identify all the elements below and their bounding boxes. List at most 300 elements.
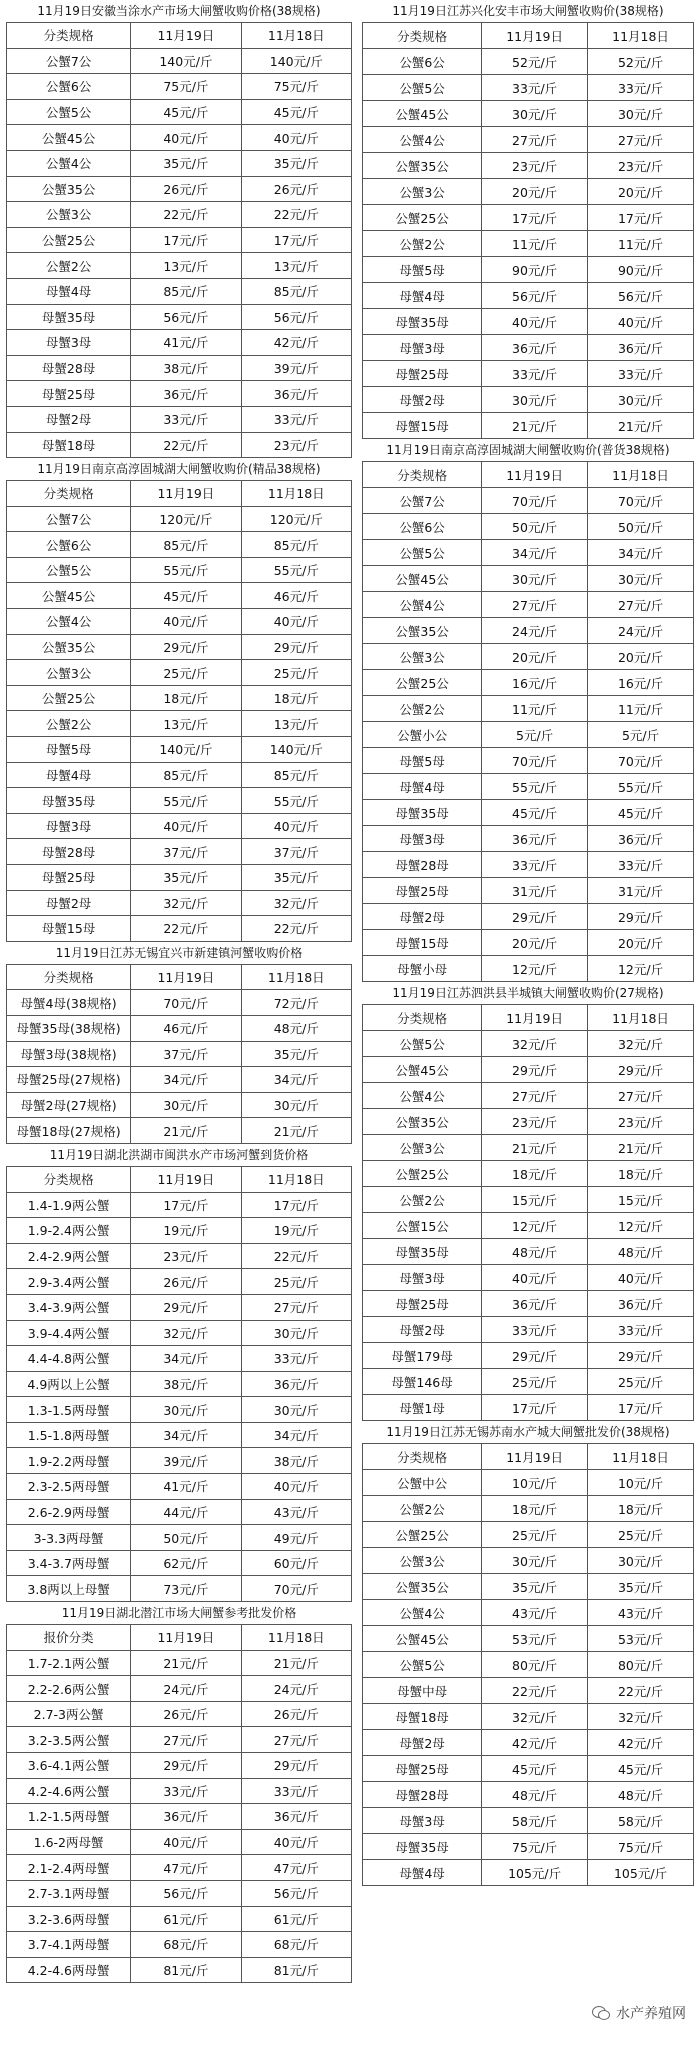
price-cell: 45元/斤 [131,99,241,125]
table-row [7,1550,352,1576]
price-cell: 40元/斤 [241,125,351,151]
price-cell: 70元/斤 [588,748,694,774]
spec-cell: 公蟹7公 [7,48,131,74]
table-row [363,1057,694,1083]
price-cell: 140元/斤 [241,48,351,74]
price-cell: 73元/斤 [131,1576,241,1602]
table-row [7,1880,352,1906]
spec-cell: 2.4-2.9两公蟹 [7,1243,131,1269]
price-cell: 56元/斤 [482,283,588,309]
table-row [7,150,352,176]
price-cell: 10元/斤 [482,1470,588,1496]
header-cell: 分类规格 [7,23,131,49]
price-cell: 36元/斤 [482,826,588,852]
price-cell: 18元/斤 [482,1496,588,1522]
price-cell: 72元/斤 [241,990,351,1016]
table-row [363,231,694,257]
table-row [7,660,352,686]
price-table [6,22,352,458]
table-row [363,748,694,774]
spec-cell: 公蟹25公 [363,1161,482,1187]
price-cell: 33元/斤 [241,406,351,432]
table-row [363,670,694,696]
price-cell: 26元/斤 [131,176,241,202]
spec-cell: 公蟹25公 [7,227,131,253]
header-cell: 11月18日 [588,1005,694,1031]
spec-cell: 母蟹25母(27规格) [7,1067,131,1093]
table-row [7,865,352,891]
table-row [363,644,694,670]
header-cell: 分类规格 [363,462,482,488]
table-row [363,1834,694,1860]
price-cell: 24元/斤 [482,618,588,644]
price-cell: 30元/斤 [482,101,588,127]
price-cell: 12元/斤 [482,1213,588,1239]
spec-cell: 母蟹25母 [7,865,131,891]
price-cell: 70元/斤 [131,990,241,1016]
table-row [7,1118,352,1144]
header-cell: 分类规格 [7,481,131,507]
price-cell: 23元/斤 [482,1109,588,1135]
spec-cell: 母蟹18母 [363,1704,482,1730]
spec-cell: 母蟹35母 [363,800,482,826]
price-cell: 55元/斤 [131,788,241,814]
price-cell: 53元/斤 [482,1626,588,1652]
price-cell: 56元/斤 [131,1880,241,1906]
spec-cell: 母蟹2母 [7,406,131,432]
spec-cell: 母蟹15母 [363,930,482,956]
table-row [363,1213,694,1239]
table-row [363,1860,694,1886]
table-header-row [7,481,352,507]
price-cell: 35元/斤 [588,1574,694,1600]
price-cell: 81元/斤 [131,1957,241,1983]
price-table [362,1004,694,1421]
table-row [363,1031,694,1057]
price-table-block [6,458,352,942]
price-cell: 50元/斤 [588,514,694,540]
table-row [363,1369,694,1395]
spec-cell: 母蟹2母(27规格) [7,1092,131,1118]
price-cell: 48元/斤 [241,1015,351,1041]
table-row [7,532,352,558]
table-row [363,283,694,309]
price-cell: 41元/斤 [131,330,241,356]
price-cell: 29元/斤 [241,1753,351,1779]
price-cell: 25元/斤 [241,660,351,686]
table-row [7,227,352,253]
price-cell: 21元/斤 [241,1650,351,1676]
price-cell: 45元/斤 [482,800,588,826]
price-cell: 40元/斤 [131,609,241,635]
spec-cell: 3-3.3两母蟹 [7,1525,131,1551]
table-row [363,592,694,618]
spec-cell: 母蟹5母 [7,737,131,763]
table-row [7,176,352,202]
table-row [7,1041,352,1067]
spec-cell: 母蟹3母 [7,813,131,839]
table-header-row [363,1444,694,1470]
price-cell: 23元/斤 [588,153,694,179]
price-cell: 33元/斤 [588,852,694,878]
spec-cell: 3.7-4.1两母蟹 [7,1932,131,1958]
price-cell: 17元/斤 [482,1395,588,1421]
spec-cell: 母蟹25母 [363,1756,482,1782]
price-cell: 30元/斤 [588,387,694,413]
table-row [363,1496,694,1522]
table-row [7,1701,352,1727]
price-cell: 13元/斤 [241,253,351,279]
price-cell: 34元/斤 [131,1346,241,1372]
price-cell: 40元/斤 [241,609,351,635]
price-cell: 80元/斤 [588,1652,694,1678]
spec-cell: 公蟹45公 [7,583,131,609]
spec-cell: 公蟹7公 [7,506,131,532]
spec-cell: 母蟹3母 [363,335,482,361]
price-cell: 56元/斤 [241,1880,351,1906]
price-cell: 39元/斤 [131,1448,241,1474]
spec-cell: 3.8两以上母蟹 [7,1576,131,1602]
table-row [7,432,352,458]
price-cell: 13元/斤 [131,253,241,279]
table-row [363,540,694,566]
spec-cell: 2.3-2.5两母蟹 [7,1474,131,1500]
price-cell: 27元/斤 [588,592,694,618]
price-cell: 21元/斤 [241,1118,351,1144]
table-row [363,1187,694,1213]
table-row [363,179,694,205]
price-cell: 24元/斤 [241,1676,351,1702]
price-cell: 45元/斤 [241,99,351,125]
price-cell: 37元/斤 [131,839,241,865]
table-row [363,361,694,387]
price-cell: 20元/斤 [482,179,588,205]
spec-cell: 1.9-2.4两公蟹 [7,1218,131,1244]
spec-cell: 母蟹15母 [7,916,131,942]
price-cell: 33元/斤 [588,75,694,101]
header-cell: 分类规格 [7,964,131,990]
table-row [7,1218,352,1244]
table-row [363,1522,694,1548]
table-row [7,1294,352,1320]
table-title: 11月19日江苏兴化安丰市场大闸蟹收购价(38规格) [392,4,664,18]
price-cell: 32元/斤 [482,1031,588,1057]
price-cell: 40元/斤 [482,1265,588,1291]
table-row [363,514,694,540]
price-cell: 18元/斤 [588,1496,694,1522]
price-cell: 41元/斤 [131,1474,241,1500]
price-cell: 52元/斤 [588,49,694,75]
price-cell: 90元/斤 [588,257,694,283]
price-cell: 29元/斤 [241,634,351,660]
price-cell: 22元/斤 [241,916,351,942]
table-row [363,1626,694,1652]
table-row [363,101,694,127]
price-cell: 15元/斤 [588,1187,694,1213]
price-cell: 33元/斤 [241,1346,351,1372]
table-row [7,1676,352,1702]
price-cell: 32元/斤 [131,890,241,916]
price-cell: 22元/斤 [131,202,241,228]
spec-cell: 4.9两以上公蟹 [7,1371,131,1397]
table-title: 11月19日安徽当涂水产市场大闸蟹收购价格(38规格) [37,4,321,18]
price-cell: 40元/斤 [241,1474,351,1500]
price-cell: 36元/斤 [482,1291,588,1317]
spec-cell: 母蟹1母 [363,1395,482,1421]
header-cell: 11月18日 [241,23,351,49]
table-row [7,1397,352,1423]
table-row [363,904,694,930]
spec-cell: 母蟹4母 [363,1860,482,1886]
price-cell: 11元/斤 [588,696,694,722]
table-row [7,1192,352,1218]
spec-cell: 1.6-2两母蟹 [7,1829,131,1855]
price-cell: 11元/斤 [482,696,588,722]
price-cell: 33元/斤 [131,406,241,432]
price-cell: 55元/斤 [131,557,241,583]
price-cell: 11元/斤 [588,231,694,257]
spec-cell: 公蟹7公 [363,488,482,514]
price-cell: 58元/斤 [588,1808,694,1834]
table-row [363,1600,694,1626]
price-cell: 29元/斤 [588,1343,694,1369]
table-row [363,1291,694,1317]
price-cell: 43元/斤 [482,1600,588,1626]
header-cell: 分类规格 [7,1166,131,1192]
price-table [362,22,694,439]
price-cell: 33元/斤 [588,361,694,387]
price-table-block [362,982,694,1421]
price-cell: 55元/斤 [588,774,694,800]
spec-cell: 母蟹25母 [363,878,482,904]
spec-cell: 公蟹45公 [363,566,482,592]
spec-cell: 母蟹15母 [363,413,482,439]
spec-cell: 母蟹2母 [363,904,482,930]
header-cell: 分类规格 [363,1444,482,1470]
spec-cell: 母蟹35母 [7,304,131,330]
price-cell: 33元/斤 [588,1317,694,1343]
spec-cell: 母蟹2母 [7,890,131,916]
spec-cell: 公蟹3公 [363,1135,482,1161]
price-cell: 31元/斤 [482,878,588,904]
price-cell: 40元/斤 [588,309,694,335]
spec-cell: 母蟹3母 [363,826,482,852]
price-cell: 36元/斤 [241,1371,351,1397]
spec-cell: 公蟹3公 [363,644,482,670]
price-cell: 13元/斤 [131,711,241,737]
price-cell: 33元/斤 [482,361,588,387]
price-cell: 30元/斤 [482,387,588,413]
price-cell: 45元/斤 [131,583,241,609]
price-cell: 21元/斤 [482,1135,588,1161]
table-row [7,557,352,583]
price-cell: 20元/斤 [588,179,694,205]
table-header-row [7,1625,352,1651]
price-cell: 22元/斤 [482,1678,588,1704]
spec-cell: 公蟹5公 [363,540,482,566]
left-column [6,0,352,1983]
price-cell: 56元/斤 [588,283,694,309]
price-cell: 27元/斤 [241,1294,351,1320]
price-cell: 81元/斤 [241,1957,351,1983]
spec-cell: 母蟹25母 [363,361,482,387]
price-table [6,1166,352,1602]
price-cell: 19元/斤 [131,1218,241,1244]
price-cell: 70元/斤 [482,748,588,774]
header-cell: 11月19日 [482,1444,588,1470]
spec-cell: 母蟹18母 [7,432,131,458]
table-row [7,99,352,125]
price-cell: 30元/斤 [241,1397,351,1423]
price-cell: 37元/斤 [241,839,351,865]
spec-cell: 母蟹3母 [363,1808,482,1834]
price-cell: 47元/斤 [241,1855,351,1881]
spec-cell: 公蟹35公 [363,618,482,644]
spec-cell: 母蟹35母(38规格) [7,1015,131,1041]
price-table [362,461,694,982]
price-cell: 30元/斤 [482,566,588,592]
price-cell: 29元/斤 [482,904,588,930]
price-cell: 70元/斤 [482,488,588,514]
price-cell: 34元/斤 [241,1067,351,1093]
spec-cell: 公蟹5公 [363,1031,482,1057]
spec-cell: 公蟹4公 [363,1600,482,1626]
table-row [363,1265,694,1291]
price-cell: 50元/斤 [482,514,588,540]
price-cell: 36元/斤 [241,381,351,407]
spec-cell: 公蟹4公 [363,1083,482,1109]
table-row [363,1109,694,1135]
price-table [362,1443,694,1886]
spec-cell: 母蟹146母 [363,1369,482,1395]
table-row [363,1317,694,1343]
price-cell: 62元/斤 [131,1550,241,1576]
table-row [363,1574,694,1600]
spec-cell: 1.7-2.1两公蟹 [7,1650,131,1676]
spec-cell: 公蟹4公 [7,150,131,176]
price-cell: 26元/斤 [241,1701,351,1727]
header-cell: 11月18日 [241,964,351,990]
table-row [363,566,694,592]
price-cell: 34元/斤 [241,1422,351,1448]
table-title: 11月19日南京高淳固城湖大闸蟹收购价(精品38规格) [37,462,321,477]
price-cell: 45元/斤 [482,1756,588,1782]
price-cell: 140元/斤 [131,737,241,763]
header-cell: 11月18日 [241,1625,351,1651]
spec-cell: 公蟹2公 [363,696,482,722]
price-cell: 18元/斤 [241,685,351,711]
spec-cell: 母蟹4母 [363,774,482,800]
price-cell: 48元/斤 [482,1782,588,1808]
table-row [7,406,352,432]
spec-cell: 母蟹3母(38规格) [7,1041,131,1067]
price-cell: 70元/斤 [588,488,694,514]
header-cell: 11月18日 [241,1166,351,1192]
price-cell: 43元/斤 [241,1499,351,1525]
price-cell: 120元/斤 [131,506,241,532]
header-cell: 分类规格 [363,1005,482,1031]
table-row [363,205,694,231]
spec-cell: 公蟹35公 [363,1109,482,1135]
table-header-row [7,964,352,990]
price-cell: 68元/斤 [131,1932,241,1958]
price-cell: 30元/斤 [588,566,694,592]
spec-cell: 母蟹35母 [363,1239,482,1265]
price-cell: 30元/斤 [482,1548,588,1574]
price-cell: 33元/斤 [241,1778,351,1804]
spec-cell: 公蟹4公 [7,609,131,635]
price-cell: 47元/斤 [131,1855,241,1881]
header-cell: 11月18日 [241,481,351,507]
spec-cell: 公蟹3公 [363,179,482,205]
price-cell: 21元/斤 [131,1118,241,1144]
price-cell: 68元/斤 [241,1932,351,1958]
price-cell: 23元/斤 [482,153,588,179]
price-cell: 21元/斤 [588,1135,694,1161]
price-cell: 46元/斤 [241,583,351,609]
table-row [7,634,352,660]
price-cell: 19元/斤 [241,1218,351,1244]
table-row [7,1448,352,1474]
price-cell: 35元/斤 [241,150,351,176]
price-table-block [6,0,352,458]
spec-cell: 母蟹2母 [363,1730,482,1756]
spec-cell: 母蟹28母 [363,852,482,878]
spec-cell: 1.2-1.5两母蟹 [7,1804,131,1830]
price-cell: 38元/斤 [131,355,241,381]
price-cell: 45元/斤 [588,1756,694,1782]
price-cell: 36元/斤 [131,381,241,407]
price-table [6,480,352,942]
table-row [7,1932,352,1958]
header-cell: 11月19日 [131,23,241,49]
spec-cell: 公蟹45公 [7,125,131,151]
watermark [592,2003,686,2023]
price-cell: 22元/斤 [241,1243,351,1269]
table-row [7,788,352,814]
spec-cell: 2.7-3两公蟹 [7,1701,131,1727]
table-row [7,506,352,532]
table-row [7,1474,352,1500]
table-row [7,278,352,304]
header-cell: 11月18日 [588,462,694,488]
spec-cell: 公蟹3公 [7,660,131,686]
price-cell: 20元/斤 [588,644,694,670]
price-table [6,1624,352,1983]
spec-cell: 母蟹179母 [363,1343,482,1369]
table-row [7,1371,352,1397]
spec-cell: 母蟹25母 [363,1291,482,1317]
table-row [7,1422,352,1448]
spec-cell: 公蟹4公 [363,592,482,618]
spec-cell: 母蟹2母 [363,1317,482,1343]
table-row [7,1576,352,1602]
price-cell: 22元/斤 [588,1678,694,1704]
spec-cell: 公蟹2公 [7,253,131,279]
table-row [7,762,352,788]
table-row [363,878,694,904]
price-cell: 25元/斤 [482,1522,588,1548]
table-row [363,800,694,826]
spec-cell: 3.6-4.1两公蟹 [7,1753,131,1779]
table-row [363,930,694,956]
price-cell: 35元/斤 [131,150,241,176]
table-row [363,1161,694,1187]
table-row [363,1343,694,1369]
price-cell: 30元/斤 [131,1397,241,1423]
table-row [363,1395,694,1421]
spec-cell: 母蟹18母(27规格) [7,1118,131,1144]
